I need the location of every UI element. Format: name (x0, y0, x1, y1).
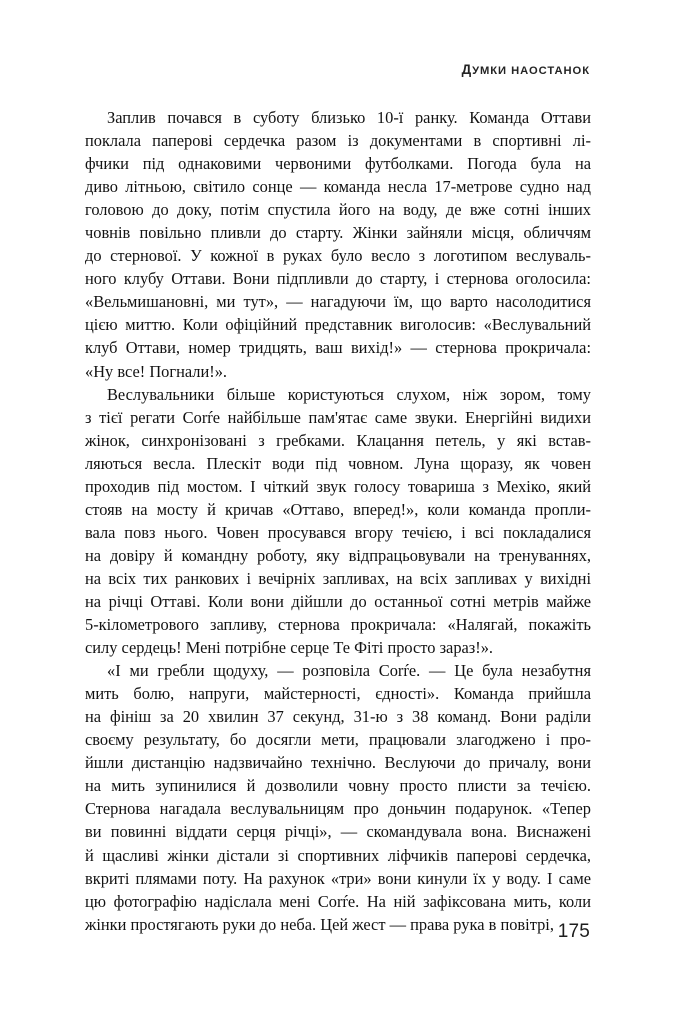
text-line: ви повинні віддати серця річці», — скомандувала вона. Виснажені (85, 822, 591, 842)
running-header (85, 62, 590, 77)
text-line: жінки простягають руки до неба. Цей жест — права рука в повітрі, (85, 914, 554, 934)
text-line: йшли дистанцію надзвичайно технічно. Веслуючи до причалу, вони (85, 753, 591, 773)
text-line: на довіру й командну роботу, яку відпрацьовували на тренуваннях, (85, 545, 591, 565)
text-line: на річці Оттаві. Коли вони дійшли до останньої сотні метрів майже (85, 591, 591, 611)
text-line: жінок, синхронізовані з гребками. Клацання петель, у які встав- (85, 430, 591, 450)
text-line: фчики під однаковими червоними футболками. Погода була на (85, 154, 591, 174)
text-line: вала повз нього. Човен просувався вгору течією, і всі покладалися (85, 522, 591, 542)
text-line: «Ну все! Погнали!». (85, 361, 227, 381)
paragraph (85, 659, 591, 936)
running-header-initial: Д (461, 62, 473, 77)
text-line: ляються весла. Плескіт води під човном. Луна щоразу, як човен (85, 453, 591, 473)
text-line: з тієї регати Corŕe найбільше пам'ятає саме звуки. Енергійні видихи (85, 407, 591, 427)
text-line: поклала паперові сердечка разом із документами в спортивні лі- (85, 131, 591, 151)
body-text-column (85, 106, 591, 936)
text-line: Веслувальники більше користуються слухом, ніж зором, тому (107, 384, 591, 404)
running-header-text: УМКИ НАОСТАНОК (472, 65, 590, 77)
text-line: цю фотографію надіслала мені Corŕe. На ній зафіксована мить, коли (85, 891, 591, 911)
page-number: 175 (557, 921, 590, 942)
text-line: стояв на мосту й кричав «Оттаво, вперед!», коли команда пропли- (85, 499, 591, 519)
text-line: 5-кілометрового запливу, стернова прокричала: «Налягай, покажіть (85, 615, 591, 635)
paragraph (85, 383, 591, 660)
text-line: силу сердець! Мені потрібне серце Те Фіті просто зараз!». (85, 638, 494, 658)
text-line: Заплив почався в суботу близько 10-ї ранку. Команда Оттави (107, 108, 591, 127)
text-line: на мить зупинилися й дозволили човну просто плисти за течією. (85, 776, 591, 796)
text-line: човнів повільно пливли до старту. Жінки зайняли місця, обличчям (85, 223, 591, 243)
text-line: цією миттю. Коли офіційний представник виголосив: «Веслувальний (85, 315, 591, 335)
text-line: на всіх тих ранкових і вечірніх запливах, на всіх запливах у вихідні (85, 568, 591, 588)
text-line: клуб Оттави, номер тридцять, ваш вихід!» — стернова прокричала: (85, 338, 591, 358)
text-line: «І ми гребли щодуху, — розповіла Corŕe. — Це була незабутня (107, 661, 591, 681)
text-line: до стернової. У кожної в руках було весло з логотипом веслуваль- (85, 246, 591, 266)
text-line: й щасливі жінки дістали зі спортивних ліфчиків паперові сердечка, (85, 845, 591, 865)
text-line: на фініш за 20 хвилин 37 секунд, 31-ю з 38 команд. Вони раділи (85, 707, 591, 727)
paragraph (85, 106, 591, 383)
text-line: ного клубу Оттави. Вони підпливли до старту, і стернова оголосила: (85, 269, 591, 289)
text-line: головою до доку, потім спустила його на воду, де вже сотні інших (85, 200, 591, 220)
text-line: диво літньою, світило сонце — команда несла 17-метрове судно над (85, 177, 591, 197)
text-line: своєму результату, бо досягли мети, працювали злагоджено і про- (85, 730, 591, 750)
text-line: Стернова нагадала веслувальницям про доньчин подарунок. «Тепер (85, 799, 591, 819)
text-line: мить болю, напруги, майстерності, єдності». Команда прийшла (85, 684, 591, 704)
text-line: вкриті плямами поту. На рахунок «три» вони кинули їх у воду. І саме (85, 868, 591, 888)
text-line: «Вельмишановні, ми тут», — нагадуючи їм, що варто насолодитися (85, 292, 591, 312)
text-line: проходив під мостом. І чіткий звук голосу товариша з Мехіко, який (85, 476, 591, 496)
